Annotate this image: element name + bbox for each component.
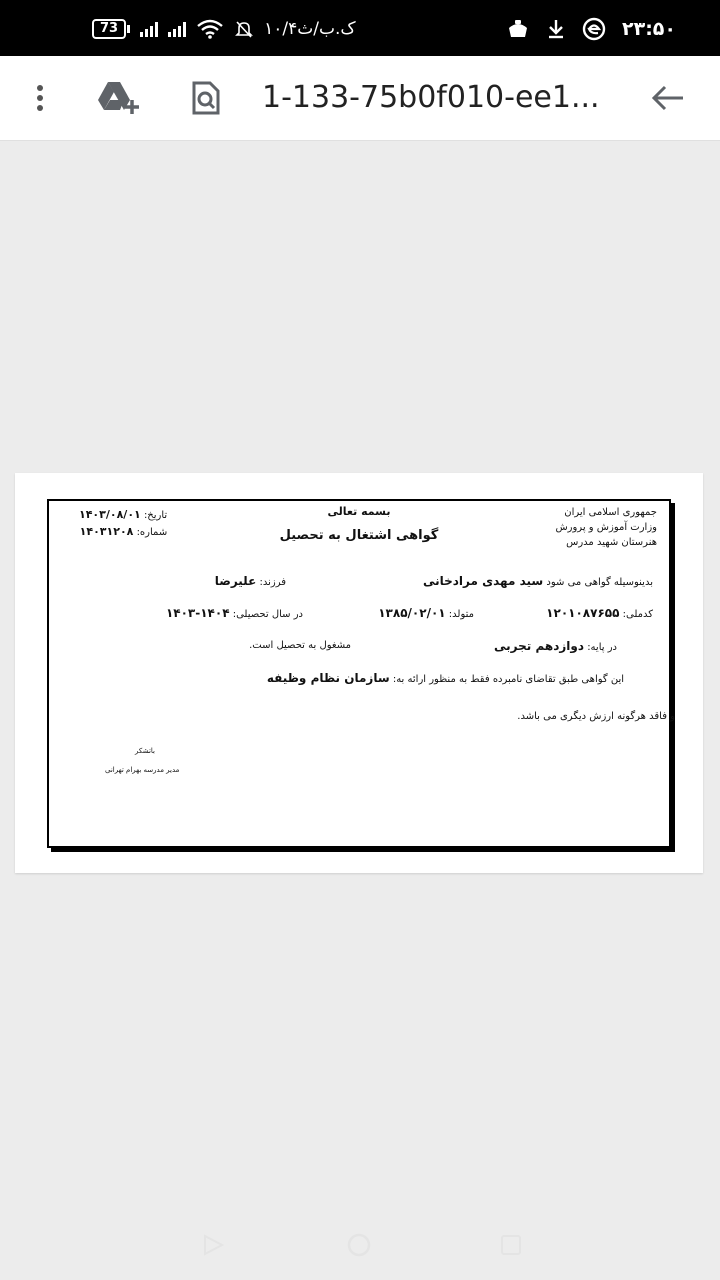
triangle-back-icon: [202, 1234, 224, 1256]
back-button[interactable]: [644, 74, 692, 122]
drive-add-icon: [96, 80, 140, 116]
signal-icon: [140, 21, 158, 37]
nav-back-button[interactable]: [200, 1232, 226, 1258]
app-toolbar: [0, 56, 720, 141]
navigation-bar: [0, 1210, 720, 1280]
app-notification-icon: [506, 18, 530, 40]
recipient: سازمان نظام وظیفه: [266, 671, 390, 685]
bismillah: بسمه تعالی: [327, 505, 391, 518]
born-label: متولد:: [448, 609, 474, 620]
org-line-3: هنرستان شهید مدرس: [566, 537, 657, 548]
status-time: ۲۳:۵۰: [622, 18, 676, 40]
student-name: سید مهدی مرادخانی: [422, 574, 544, 588]
year-label: در سال تحصیلی:: [232, 609, 303, 620]
validity-text: و فاقد هرگونه ارزش دیگری می باشد.: [517, 711, 675, 722]
more-vertical-icon: [35, 84, 45, 112]
student-name-line: [423, 574, 653, 588]
date-value: ۱۴۰۳/۰۸/۰۱: [79, 508, 141, 521]
child-of-label: فرزند:: [259, 577, 286, 588]
signer-text: مدیر مدرسه بهرام تهرانی: [105, 766, 180, 774]
thanks-text: باتشکر: [135, 747, 156, 755]
wifi-icon: [196, 19, 224, 39]
circle-home-icon: [346, 1232, 372, 1258]
status-bar: [0, 0, 720, 56]
certificate-frame: [47, 499, 675, 848]
nav-recents-button[interactable]: [498, 1232, 524, 1258]
request-line: [267, 671, 624, 685]
bell-off-icon: [234, 19, 254, 39]
nav-home-button[interactable]: [346, 1232, 372, 1258]
arrow-back-icon: [651, 85, 685, 111]
browser-app-icon: [582, 17, 606, 41]
org-line-1: جمهوری اسلامی ایران: [564, 507, 657, 518]
document-search-icon: [190, 80, 222, 116]
national-code: ۱۲۰۱۰۸۷۶۵۵: [546, 606, 620, 620]
year-value: ۱۴۰۴-۱۴۰۳: [165, 606, 230, 620]
status-date: ۱۰/۴ک.ب/ث: [264, 19, 356, 39]
studying-text: مشغول به تحصیل است.: [249, 640, 351, 651]
grade-label: در پایه:: [587, 642, 617, 653]
add-to-drive-button[interactable]: [94, 74, 142, 122]
national-code-line: [546, 606, 653, 620]
more-options-button[interactable]: [16, 74, 64, 122]
battery-level: 73: [92, 19, 126, 39]
date-label: تاریخ:: [143, 510, 168, 521]
born-value: ۱۳۸۵/۰۲/۰۱: [378, 606, 446, 620]
signal-icon-2: [168, 21, 186, 37]
number-label: شماره:: [136, 527, 168, 538]
find-in-document-button[interactable]: [182, 74, 230, 122]
father-name-line: [215, 574, 286, 588]
org-line-2: وزارت آموزش و پرورش: [555, 522, 657, 533]
grade-line: [494, 639, 617, 653]
father-name: علیرضا: [214, 574, 257, 588]
academic-year-line: [166, 606, 303, 620]
document-page: [15, 473, 703, 873]
certificate-title: گواهی اشتغال به تحصیل: [279, 528, 439, 543]
intro-text: بدینوسیله گواهی می شود: [546, 577, 653, 588]
document-title: 1-133-75b0f010-ee1...: [262, 80, 600, 115]
number-value: ۱۴۰۳۱۲۰۸: [79, 525, 134, 538]
download-icon: [546, 18, 566, 40]
national-code-label: کدملی:: [622, 609, 653, 620]
date-number-block: [79, 507, 167, 541]
request-text: این گواهی طبق تقاضای نامبرده فقط به منظور ارائه به:: [392, 674, 624, 685]
battery-icon: [92, 19, 130, 39]
birth-date-line: [378, 606, 474, 620]
grade-value: دوازدهم تجربی: [494, 639, 584, 653]
square-recents-icon: [500, 1234, 522, 1256]
